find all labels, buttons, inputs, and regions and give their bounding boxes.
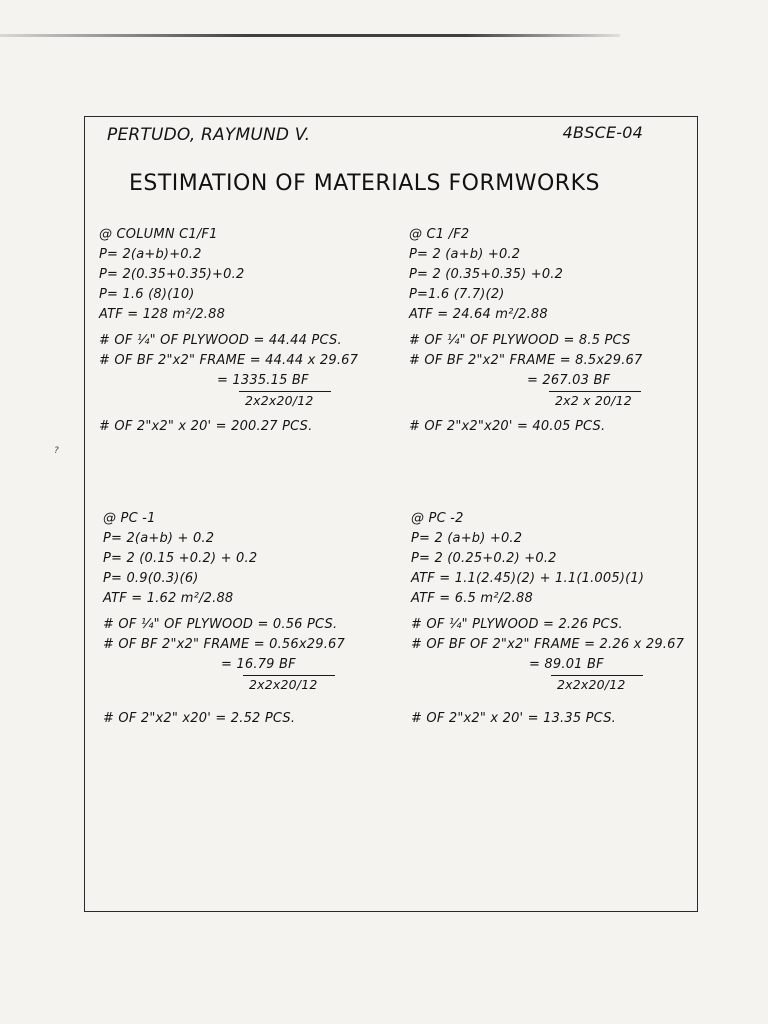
section-code: 4BSCE-04 — [562, 123, 643, 142]
result-line: # OF ¼" PLYWOOD = 2.26 PCS. — [411, 617, 623, 632]
formula-line: P= 2 (0.15 +0.2) + 0.2 — [103, 551, 258, 566]
result-line: # OF ¼" OF PLYWOOD = 8.5 PCS — [409, 333, 631, 348]
block-heading: @ PC -1 — [103, 511, 156, 526]
formula-line: P= 2 (a+b) +0.2 — [409, 247, 521, 262]
worksheet-frame — [84, 116, 698, 912]
result-line: # OF ¼" OF PLYWOOD = 0.56 PCS. — [103, 617, 338, 632]
result-line: # OF BF 2"x2" FRAME = 44.44 x 29.67 — [99, 353, 359, 368]
result-line: = 16.79 BF — [221, 657, 296, 672]
formula-line: ATF = 6.5 m²/2.88 — [411, 591, 533, 606]
formula-line: P= 2(0.35+0.35)+0.2 — [99, 267, 245, 282]
result-line: # OF 2"x2" x 20' = 13.35 PCS. — [411, 711, 616, 726]
paper-top-edge — [0, 34, 620, 37]
result-line: # OF 2"x2"x20' = 40.05 PCS. — [409, 419, 606, 434]
result-line: # OF BF 2"x2" FRAME = 8.5x29.67 — [409, 353, 643, 368]
student-name: PERTUDO, RAYMUND V. — [107, 125, 311, 145]
formula-line: P= 0.9(0.3)(6) — [103, 571, 199, 586]
fraction-denominator: 2x2x20/12 — [411, 675, 684, 695]
computation-block-pc-1 — [103, 509, 345, 729]
computation-block-pc-2 — [411, 509, 684, 729]
block-heading: @ COLUMN C1/F1 — [99, 227, 218, 242]
result-line: = 267.03 BF — [527, 373, 611, 388]
result-line: = 89.01 BF — [529, 657, 604, 672]
formula-line: P= 2(a+b)+0.2 — [99, 247, 202, 262]
fraction-denominator: 2x2x20/12 — [99, 391, 358, 411]
result-line: # OF BF 2"x2" FRAME = 0.56x29.67 — [103, 637, 345, 652]
formula-line: P=1.6 (7.7)(2) — [409, 287, 505, 302]
formula-line: P= 2 (a+b) +0.2 — [411, 531, 523, 546]
result-line: # OF ¼" OF PLYWOOD = 44.44 PCS. — [99, 333, 342, 348]
fraction-denominator: 2x2x20/12 — [103, 675, 345, 695]
formula-line: ATF = 1.1(2.45)(2) + 1.1(1.005)(1) — [411, 571, 645, 586]
result-line: # OF BF OF 2"x2" FRAME = 2.26 x 29.67 — [411, 637, 685, 652]
formula-line: ATF = 1.62 m²/2.88 — [103, 591, 234, 606]
result-line: # OF 2"x2" x 20' = 200.27 PCS. — [99, 419, 313, 434]
result-line: = 1335.15 BF — [217, 373, 309, 388]
block-heading: @ C1 /F2 — [409, 227, 470, 242]
formula-line: ATF = 128 m²/2.88 — [99, 307, 226, 322]
page-title: ESTIMATION OF MATERIALS FORMWORKS — [129, 171, 600, 196]
formula-line: P= 1.6 (8)(10) — [99, 287, 195, 302]
formula-line: P= 2(a+b) + 0.2 — [103, 531, 215, 546]
fraction-denominator: 2x2 x 20/12 — [409, 391, 643, 411]
stray-mark: ? — [54, 446, 59, 456]
formula-line: P= 2 (0.35+0.35) +0.2 — [409, 267, 564, 282]
computation-block-c1-f2 — [409, 225, 643, 437]
formula-line: ATF = 24.64 m²/2.88 — [409, 307, 548, 322]
formula-line: P= 2 (0.25+0.2) +0.2 — [411, 551, 557, 566]
result-line: # OF 2"x2" x20' = 2.52 PCS. — [103, 711, 296, 726]
block-heading: @ PC -2 — [411, 511, 464, 526]
computation-block-c1-f1 — [99, 225, 358, 437]
